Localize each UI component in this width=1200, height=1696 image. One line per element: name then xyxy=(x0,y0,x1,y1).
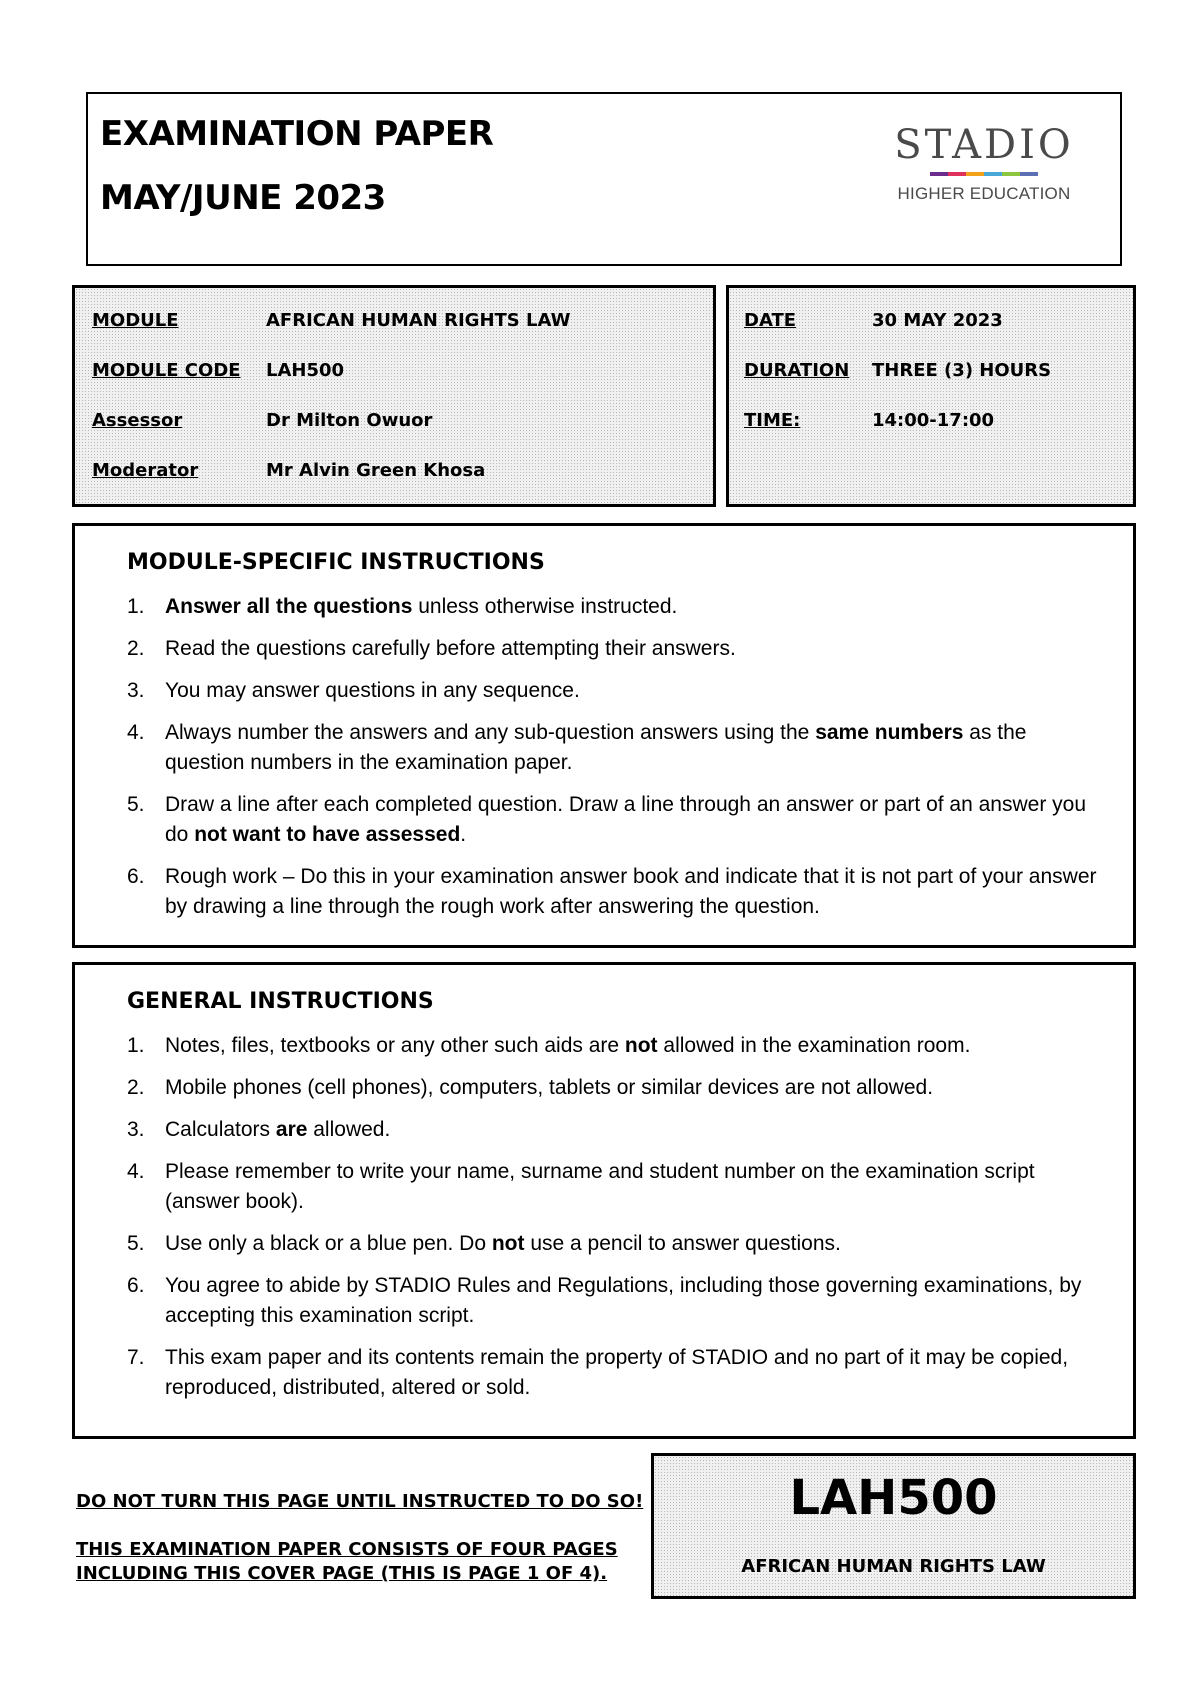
module-instructions-list xyxy=(127,592,1109,934)
instruction-item xyxy=(127,676,1109,706)
module-name-footer: AFRICAN HUMAN RIGHTS LAW xyxy=(741,1556,1046,1577)
instruction-item xyxy=(127,718,1109,778)
instruction-item xyxy=(127,1073,1109,1103)
instruction-item xyxy=(127,790,1109,850)
instruction-text: as the question numbers in the examination paper. xyxy=(165,721,1027,774)
moderator-value: Mr Alvin Green Khosa xyxy=(266,460,486,481)
instruction-item xyxy=(127,1229,1109,1259)
module-instructions-heading: MODULE-SPECIFIC INSTRUCTIONS xyxy=(127,550,545,575)
page-count-line1: THIS EXAMINATION PAPER CONSISTS OF FOUR PAGES xyxy=(76,1539,618,1560)
logo-bar-segment xyxy=(966,172,984,176)
page-count-note xyxy=(76,1538,618,1586)
instruction-text: Mobile phones (cell phones), computers, tablets or similar devices are not allowed. xyxy=(165,1076,934,1099)
schedule-info-box xyxy=(726,285,1136,507)
exam-header xyxy=(86,92,1122,266)
instruction-item xyxy=(127,1115,1109,1145)
module-code-label: MODULE CODE xyxy=(92,360,241,381)
instruction-number: 2. xyxy=(127,1076,145,1099)
instruction-item xyxy=(127,1343,1109,1403)
date-label: DATE xyxy=(744,310,797,331)
instruction-text: Always number the answers and any sub-question answers using the xyxy=(165,721,816,744)
time-label: TIME: xyxy=(744,410,801,431)
module-value: AFRICAN HUMAN RIGHTS LAW xyxy=(266,310,571,331)
assessor-label: Assessor xyxy=(92,410,183,431)
instruction-emphasis: not want to have assessed xyxy=(194,823,461,846)
instruction-item xyxy=(127,592,1109,622)
module-code-large: LAH500 xyxy=(789,1470,998,1526)
exam-session: MAY/JUNE 2023 xyxy=(100,178,386,218)
instruction-item xyxy=(127,862,1109,922)
general-instructions-list xyxy=(127,1031,1109,1415)
instruction-text: This exam paper and its contents remain the property of STADIO and no part of it may be copied, reproduced, distributed, altered or sold. xyxy=(165,1346,1069,1399)
instruction-text: Calculators xyxy=(165,1118,276,1141)
instruction-item xyxy=(127,634,1109,664)
instruction-number: 5. xyxy=(127,1232,145,1255)
instruction-emphasis: same numbers xyxy=(815,721,964,744)
instruction-emphasis: are xyxy=(275,1118,308,1141)
instruction-number: 7. xyxy=(127,1346,145,1369)
instruction-number: 1. xyxy=(127,1034,145,1057)
instruction-text: allowed in the examination room. xyxy=(657,1034,971,1057)
instruction-text: Read the questions carefully before attempting their answers. xyxy=(165,637,736,660)
instruction-text: allowed. xyxy=(307,1118,391,1141)
instruction-text: You agree to abide by STADIO Rules and Regulations, including those governing examinations, by accepting this examination script. xyxy=(165,1274,1082,1327)
instruction-number: 3. xyxy=(127,679,145,702)
instruction-number: 6. xyxy=(127,1274,145,1297)
instruction-text: Rough work – Do this in your examination answer book and indicate that it is not part of your answer by drawing a line through the rough work after answering the question. xyxy=(165,865,1097,918)
logo-bar-segment xyxy=(948,172,966,176)
instruction-text: Notes, files, textbooks or any other such aids are xyxy=(165,1034,625,1057)
logo-subtitle: HIGHER EDUCATION xyxy=(897,184,1071,203)
module-label: MODULE xyxy=(92,310,179,331)
instruction-number: 4. xyxy=(127,1160,145,1183)
instruction-number: 4. xyxy=(127,721,145,744)
moderator-label: Moderator xyxy=(92,460,199,481)
logo-bar-segment xyxy=(984,172,1002,176)
instruction-number: 6. xyxy=(127,865,145,888)
module-code-value: LAH500 xyxy=(266,360,345,381)
instruction-item xyxy=(127,1271,1109,1331)
general-instructions-heading: GENERAL INSTRUCTIONS xyxy=(127,989,434,1014)
instruction-item xyxy=(127,1031,1109,1061)
instruction-emphasis: not xyxy=(491,1232,525,1255)
instruction-text: Please remember to write your name, surname and student number on the examination script (answer book). xyxy=(165,1160,1035,1213)
instruction-number: 1. xyxy=(127,595,145,618)
general-instructions-box xyxy=(72,962,1136,1439)
assessor-value: Dr Milton Owuor xyxy=(266,410,433,431)
instruction-text: unless otherwise instructed. xyxy=(412,595,678,618)
page-count-line2: INCLUDING THIS COVER PAGE (THIS IS PAGE 1 OF 4). xyxy=(76,1563,608,1584)
date-value: 30 MAY 2023 xyxy=(872,310,1003,331)
instruction-text: Use only a black or a blue pen. Do xyxy=(165,1232,492,1255)
module-code-box xyxy=(651,1453,1136,1599)
logo-bar-segment xyxy=(1020,172,1038,176)
instruction-text: You may answer questions in any sequence. xyxy=(165,679,580,702)
stadio-logo xyxy=(856,110,1112,238)
duration-label: DURATION xyxy=(744,360,850,381)
exam-title: EXAMINATION PAPER xyxy=(100,114,494,154)
instruction-text: . xyxy=(460,823,467,846)
duration-value: THREE (3) HOURS xyxy=(872,360,1052,381)
instruction-number: 2. xyxy=(127,637,145,660)
instruction-emphasis: not xyxy=(624,1034,658,1057)
do-not-turn-warning: DO NOT TURN THIS PAGE UNTIL INSTRUCTED TO DO SO! xyxy=(76,1491,644,1512)
logo-bar-segment xyxy=(1002,172,1020,176)
logo-color-bar xyxy=(930,172,1038,176)
instruction-text: Draw a line after each completed question. Draw a line through an answer or part of an answer you do xyxy=(165,793,1087,846)
time-value: 14:00-17:00 xyxy=(872,410,995,431)
instruction-emphasis: Answer all the questions xyxy=(165,595,413,618)
instruction-text: use a pencil to answer questions. xyxy=(524,1232,841,1255)
module-info-box xyxy=(72,285,716,507)
instruction-item xyxy=(127,1157,1109,1217)
instruction-number: 3. xyxy=(127,1118,145,1141)
instruction-number: 5. xyxy=(127,793,145,816)
logo-bar-segment xyxy=(930,172,948,176)
module-instructions-box xyxy=(72,523,1136,948)
logo-brand: STADIO xyxy=(894,122,1074,168)
